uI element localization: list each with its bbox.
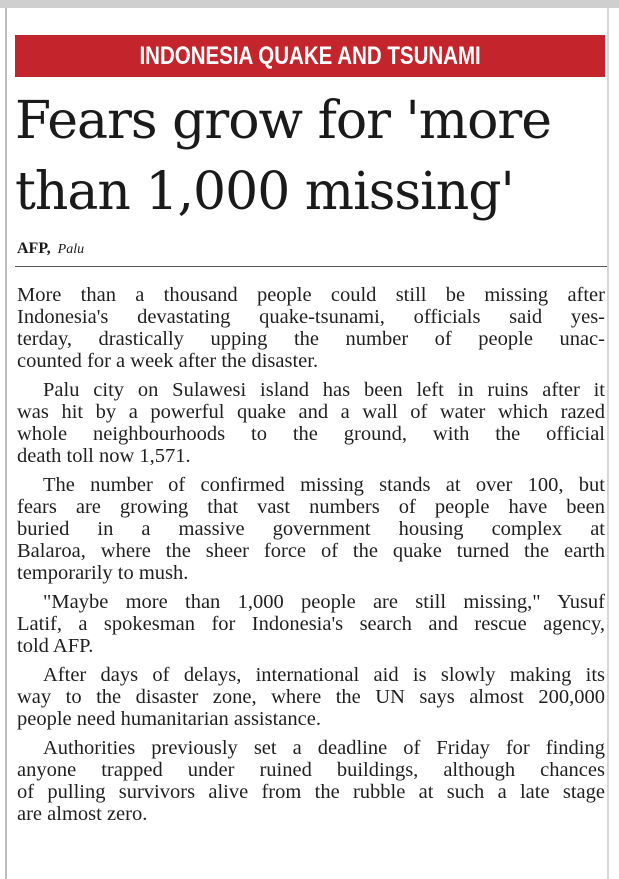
top-border — [0, 0, 619, 8]
paragraph-line: terday, drastically upping the number of people unac- — [17, 328, 605, 350]
paragraph-line: whole neighbourhoods to the ground, with the official — [17, 423, 605, 445]
section-banner-label: INDONESIA QUAKE AND TSUNAMI — [139, 42, 481, 70]
paragraph-line: Latif, a spokesman for Indonesia's search and rescue agency, — [17, 613, 605, 635]
paragraph-line: The number of confirmed missing stands at over 100, but — [43, 474, 605, 496]
paragraph-1 — [17, 284, 605, 372]
paragraph-line: death toll now 1,571. — [17, 445, 191, 467]
section-banner — [15, 35, 605, 77]
paragraph-line: way to the disaster zone, where the UN says almost 200,000 — [17, 686, 605, 708]
paragraph-line: anyone trapped under ruined buildings, although chances — [17, 759, 605, 781]
paragraph-line: are almost zero. — [17, 803, 148, 825]
byline — [17, 240, 84, 258]
paragraph-line: counted for a week after the disaster. — [17, 350, 319, 372]
paragraph-6 — [17, 737, 605, 825]
paragraph-line: was hit by a powerful quake and a wall of water which razed — [17, 401, 605, 423]
paragraph-2 — [17, 379, 605, 467]
article-body — [17, 284, 605, 825]
byline-place: Palu — [57, 242, 85, 257]
paragraph-line: people need humanitarian assistance. — [17, 708, 321, 730]
paragraph-4 — [17, 591, 605, 657]
paragraph-line: Indonesia's devastating quake-tsunami, officials said yes- — [17, 306, 605, 328]
paragraph-line: told AFP. — [17, 635, 94, 657]
byline-divider — [15, 266, 607, 267]
paragraph-line: Balaroa, where the sheer force of the quake turned the earth — [17, 540, 605, 562]
headline-line-2: than 1,000 missing' — [15, 162, 514, 222]
paragraph-line: Palu city on Sulawesi island has been left in ruins after it — [43, 379, 605, 401]
paragraph-3 — [17, 474, 605, 584]
paragraph-line: of pulling survivors alive from the rubble at such a late stage — [17, 781, 605, 803]
headline-line-1: Fears grow for 'more — [15, 91, 552, 151]
left-column-rule — [5, 8, 7, 879]
paragraph-line: temporarily to mush. — [17, 562, 189, 584]
paragraph-line: fears are growing that vast numbers of people have been — [17, 496, 605, 518]
paragraph-line: buried in a massive government housing complex at — [17, 518, 605, 540]
byline-agency: AFP, — [17, 240, 51, 257]
paragraph-line: "Maybe more than 1,000 people are still missing," Yusuf — [43, 591, 605, 613]
paragraph-5 — [17, 664, 605, 730]
paragraph-line: After days of delays, international aid is slowly making its — [43, 664, 605, 686]
paragraph-line: Authorities previously set a deadline of Friday for finding — [43, 737, 605, 759]
paragraph-line: More than a thousand people could still be missing after — [17, 284, 605, 306]
headline — [15, 86, 609, 228]
